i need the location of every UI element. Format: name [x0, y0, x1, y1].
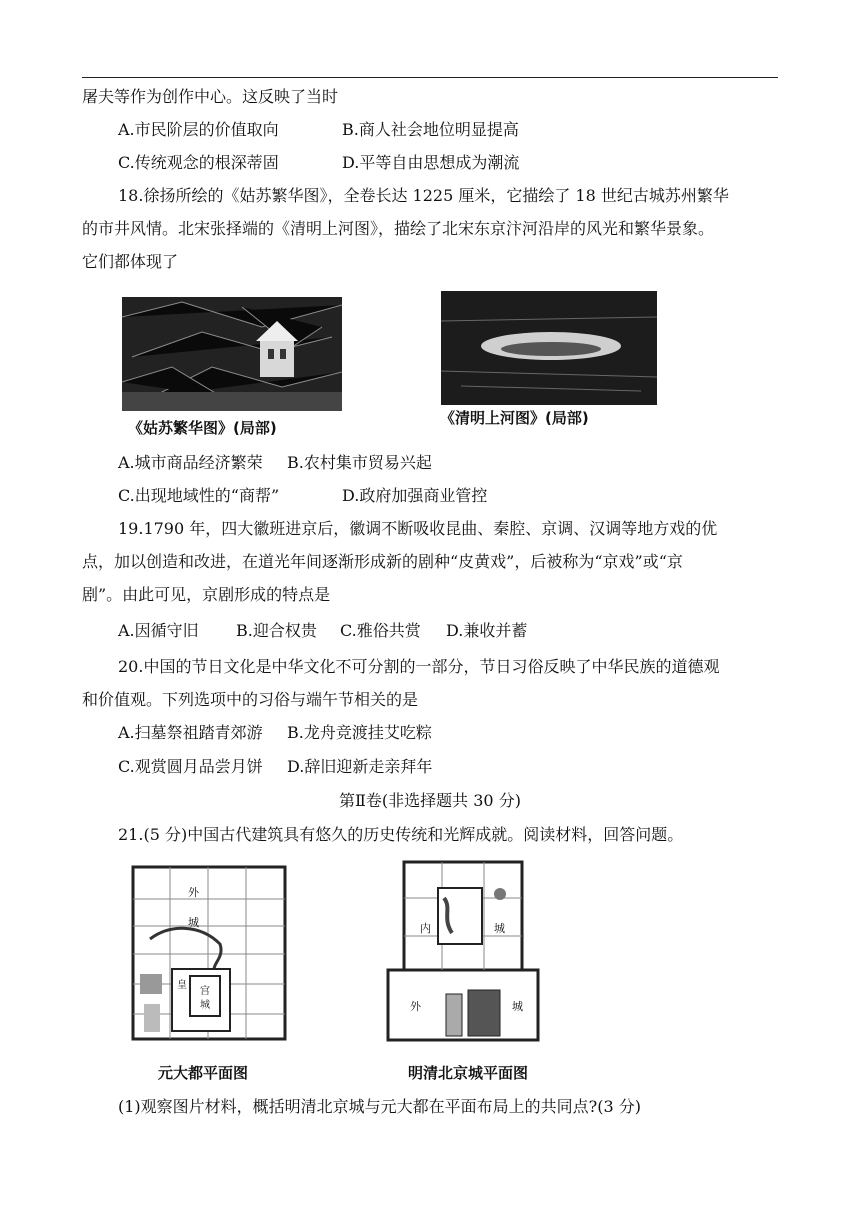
- yuan-dadu-map: [130, 864, 288, 1042]
- q19-line-1: 19.1790 年，四大徽班进京后，徽调不断吸收昆曲、秦腔、京调、汉调等地方戏的优: [118, 519, 718, 538]
- q19-option-d: D.兼收并蓄: [446, 621, 528, 640]
- header-rule: [82, 77, 778, 78]
- yuan-dadu-caption: 元大都平面图: [158, 1064, 249, 1082]
- q18-line-2: 的市井风情。北宋张择端的《清明上河图》，描绘了北宋东京汴河沿岸的风光和繁华景象。: [82, 219, 715, 238]
- q18-option-a: A.城市商品经济繁荣: [118, 453, 263, 472]
- q19-option-a: A.因循守旧: [118, 621, 199, 640]
- q17-stem-tail: 屠夫等作为创作中心。这反映了当时: [82, 87, 339, 106]
- q17-option-c: C.传统观念的根深蒂固: [118, 153, 279, 172]
- map-left-label-2: 城: [188, 916, 199, 929]
- q20-option-b: B.龙舟竞渡挂艾吃粽: [287, 723, 432, 742]
- map-left-label-5: 城: [200, 1000, 210, 1011]
- map-left-label-4: 宫: [200, 986, 210, 997]
- q20-option-d: D.辞旧迎新走亲拜年: [287, 757, 433, 776]
- map-right-label-4: 城: [512, 1000, 523, 1013]
- gusu-painting-image: [122, 297, 342, 411]
- q17-option-d: D.平等自由思想成为潮流: [342, 153, 520, 172]
- q18-option-b: B.农村集市贸易兴起: [287, 453, 432, 472]
- qingming-painting-image: [441, 291, 657, 405]
- map-right-label-2: 城: [494, 922, 505, 935]
- q17-option-b: B.商人社会地位明显提高: [342, 120, 519, 139]
- ming-qing-beijing-caption: 明清北京城平面图: [408, 1064, 529, 1082]
- map-left-label-3: 皇: [177, 980, 187, 991]
- map-right-label-3: 外: [410, 1000, 421, 1013]
- q20-line-1: 20.中国的节日文化是中华文化不可分割的一部分，节日习俗反映了中华民族的道德观: [118, 657, 720, 676]
- q18-option-d: D.政府加强商业管控: [342, 486, 488, 505]
- gusu-caption: 《姑苏繁华图》(局部): [128, 419, 277, 437]
- q19-option-b: B.迎合权贵: [236, 621, 317, 640]
- qingming-caption: 《清明上河图》(局部): [440, 409, 589, 427]
- q18-line-3: 它们都体现了: [82, 252, 179, 271]
- q17-option-a: A.市民阶层的价值取向: [118, 120, 279, 139]
- q21-sub-question-1: (1)观察图片材料，概括明清北京城与元大都在平面布局上的共同点?(3 分): [118, 1097, 641, 1116]
- q19-line-2: 点，加以创造和改进，在道光年间逐渐形成新的剧种“皮黄戏”，后被称为“京戏”或“京: [82, 552, 683, 571]
- q21-stem: 21.(5 分)中国古代建筑具有悠久的历史传统和光辉成就。阅读材料，回答问题。: [118, 825, 684, 844]
- map-right-label-1: 内: [420, 922, 431, 935]
- section-2-title: 第Ⅱ卷(非选择题共 30 分): [339, 791, 521, 810]
- q18-option-c: C.出现地域性的“商帮”: [118, 486, 280, 505]
- q20-line-2: 和价值观。下列选项中的习俗与端午节相关的是: [82, 690, 419, 709]
- map-left-label-1: 外: [188, 886, 199, 899]
- q20-option-a: A.扫墓祭祖踏青郊游: [118, 723, 263, 742]
- q19-option-c: C.雅俗共赏: [340, 621, 421, 640]
- q20-option-c: C.观赏圆月品尝月饼: [118, 757, 263, 776]
- q18-line-1: 18.徐扬所绘的《姑苏繁华图》，全卷长达 1225 厘米，它描绘了 18 世纪古城苏州繁华: [118, 186, 729, 205]
- q19-line-3: 剧”。由此可见，京剧形成的特点是: [82, 585, 331, 604]
- ming-qing-beijing-map: [382, 858, 542, 1044]
